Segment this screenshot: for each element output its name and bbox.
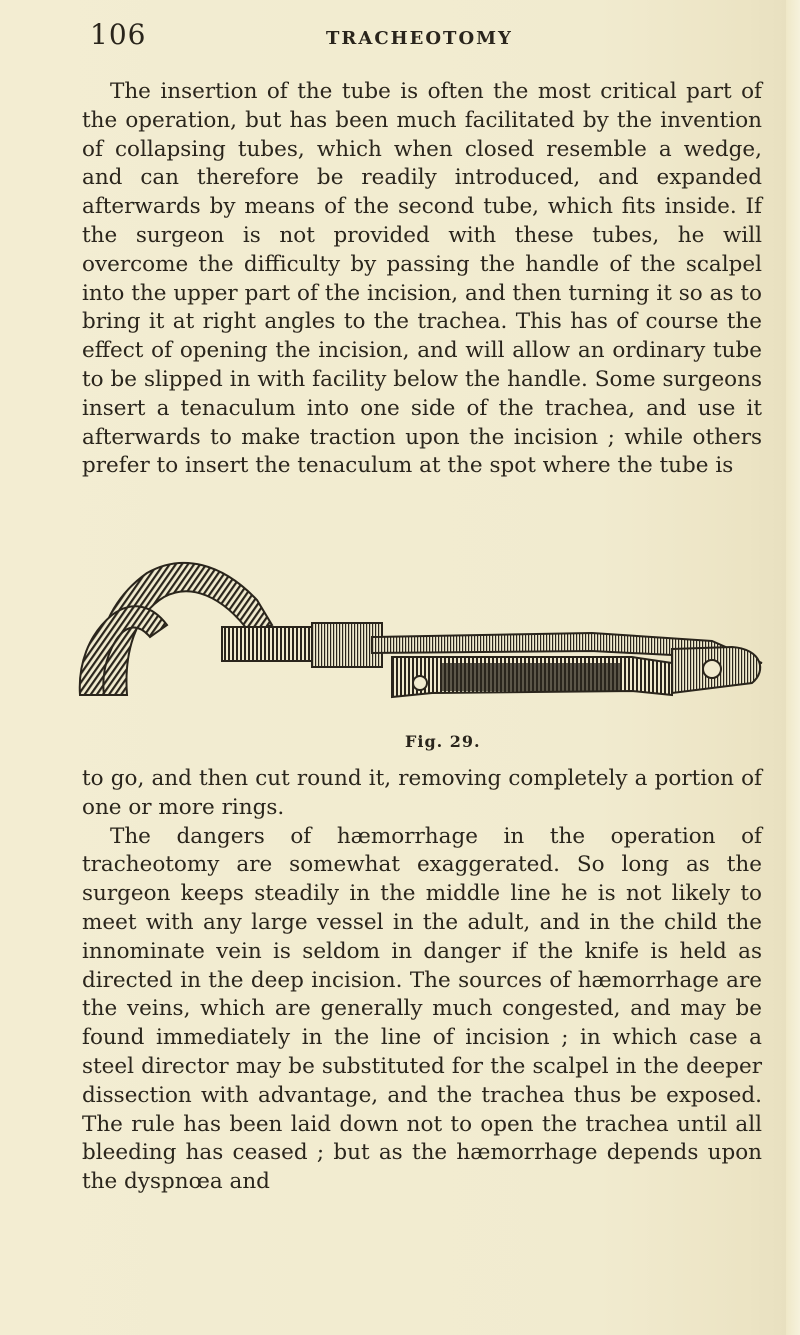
paragraph-before-figure bbox=[82, 78, 762, 481]
paragraph-haemorrhage: The dangers of hæmorrhage in the operation of tracheotomy are somewhat exaggerated. So long as the surgeon keeps steadily in the middle line he is not likely to meet with any large vessel in the adult, and in the child the innominate vein is seldom in danger if the knife is held as directed in the deep incision. The sources of hæmorrhage are the veins, which are generally much congested, and may be found immediately in the line of incision ; in which case a steel director may be substituted for the scalpel in the deeper dissection with advantage, and the trachea thus be exposed. The rule has been laid down not to open the trachea until all bleeding has ceased ; but as the hæmorrhage depends upon the dyspnœa and bbox=[82, 823, 762, 1195]
page-edge-shadow bbox=[786, 0, 800, 1335]
paragraph-continuation: to go, and then cut round it, removing completely a portion of one or more rings. bbox=[82, 766, 762, 820]
running-title: TRACHEOTOMY bbox=[326, 28, 513, 49]
paragraph-text: The insertion of the tube is often the most critical part of the operation, but has been much facilitated by the invention of collapsing tubes, which when closed resemble a wedge, and can therefore be readily introduced, and expanded afterwards by means of the second tube, which fits inside. If the surgeon is not provided with these tubes, he will overcome the difficulty by passing the handle of the scalpel into the upper part of the incision, and then turning it so as to bring it at right angles to the trachea. This has of course the effect of opening the incision, and will allow an ordinary tube to be slipped in with facility below the handle. Some surgeons insert a tenaculum into one side of the trachea, and use it afterwards to make traction upon the incision ; while others prefer to insert the tenaculum at the spot where the tube is bbox=[82, 79, 762, 479]
paragraph-after-figure bbox=[82, 765, 762, 1197]
figure-caption: Fig. 29. bbox=[405, 732, 481, 751]
figure-forceps-illustration bbox=[72, 545, 772, 725]
page-number: 106 bbox=[90, 18, 147, 51]
forceps-engraving bbox=[72, 545, 772, 725]
